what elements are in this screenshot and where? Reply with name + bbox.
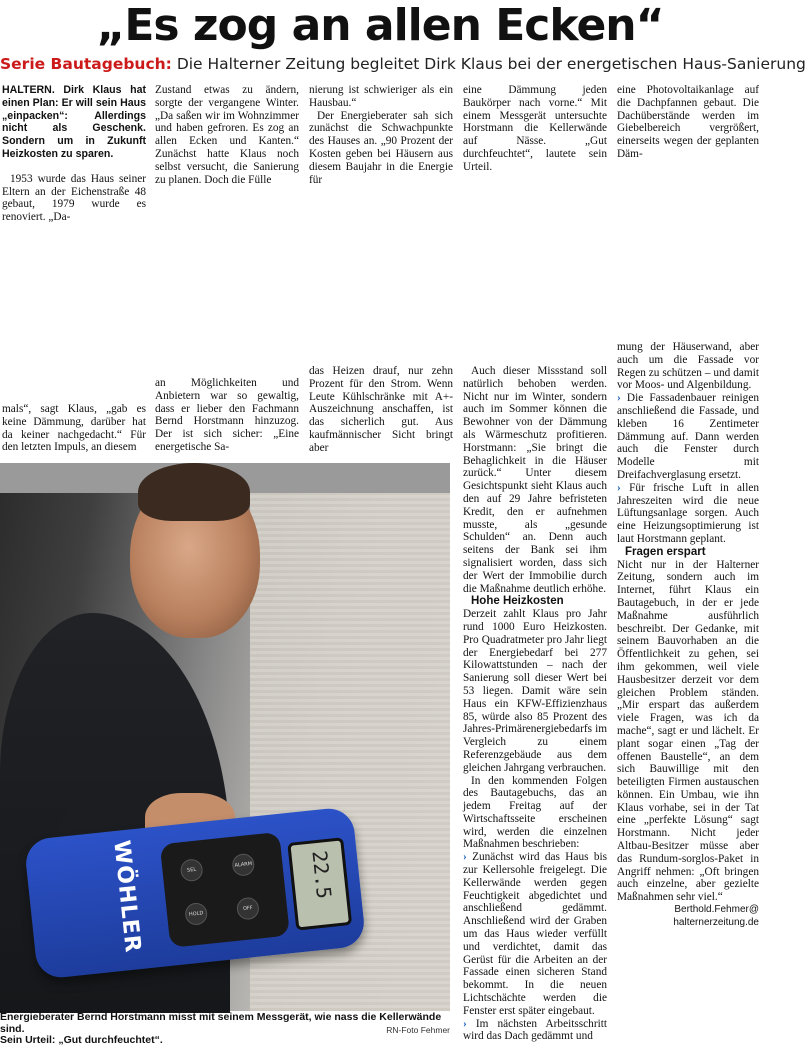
- author-byline: [617, 904, 759, 930]
- column-4-lower: [463, 365, 608, 1043]
- paragraph: Nicht nur in der Halterner Zeitung, sondern auch im Internet, führt Klaus ein Bautagebuch, in der er jede Maßnahme ausführlich beschreibt. Der Gedanke, mit seinem Bauvorhaben an die Öffentlichkeit zu gehen, sei ihm gekommen, weil viele Hausbesitzer derzeit vor dem gleichen Problem ständen. „Mir erspart das außerdem viele Fragen, was ich da mache“, sagt er und lächelt. Er plant sogar einen „Tag der offenen Baustelle“, an dem sich Bauwillige mit den beteiligten Firmen austauschen können. Ein Umbau, wie ihn Klaus vorhabe, sei in der Tat eine „perfekte Lösung“ sagt Horstmann. Nicht jeder Altbau-Besitzer müsse aber das Rundum-sorglos-Paket in Angriff nehmen: „Oft bringen auch einzelne, aber gezielte Maßnahmen sehr viel.“: [617, 558, 759, 904]
- subtitle-text: Die Halterner Zeitung begleitet Dirk Klaus bei der energetischen Haus-Sanierung: [171, 55, 806, 73]
- byline-line-2: halternerzeitung.de: [673, 916, 759, 928]
- device-button-off: OFF: [236, 896, 260, 920]
- headline: „Es zog an allen Ecken“: [96, 0, 664, 51]
- bullet-icon: ›: [463, 851, 467, 864]
- paragraph: Derzeit zahlt Klaus pro Jahr rund 1000 Euro Heizkosten. Pro Quadratmeter pro Jahr liegt der Energiebedarf bei 277 Kilowattstunden – nach der Sanierung soll dieser Wert bei 53 liegen. Damit wäre sein Haus ein KFW-Effizienzhaus 85, würde also 85 Prozent des Jahres-Primärenergiebedarfs im Vergleich zu einem Referenzgebäude aus dem gleichen Jahrgang verbrauchen.: [463, 608, 607, 774]
- bullet-text: Die Fassadenbauer reinigen anschließend die Fassade, und kleben 16 Zentimeter Dämmung auf. Dann werden auch die Fenster durch Modelle mit Dreifachverglasung ersetzt.: [617, 392, 759, 481]
- paragraph: Der Energieberater sah sich zunächst die Schwachpunkte des Hauses an. „90 Prozent der Kosten geben bei Häusern aus diesem Baujahr in die Energie für: [309, 109, 453, 186]
- paragraph: 1953 wurde das Haus seiner Eltern an der Eichenstraße 48 gebaut, 1979 wurde es renoviert. „Da-: [2, 172, 146, 224]
- dateline: HALTERN.: [2, 84, 55, 96]
- bullet-icon: ›: [617, 481, 621, 494]
- bullet-paragraph: [617, 482, 759, 546]
- subhead-heizkosten: Hohe Heizkosten: [471, 595, 564, 608]
- column-5-lower: [617, 341, 759, 1036]
- subhead-fragen-erspart: Fragen erspart: [625, 545, 706, 558]
- device-reading: 22.5: [307, 849, 337, 900]
- column-1-upper: [2, 84, 146, 224]
- byline-line-1: Berthold.Fehmer@: [674, 904, 759, 916]
- bullet-paragraph: [617, 392, 759, 482]
- paragraph: an Möglichkeiten und Anbietern war so gewaltig, dass er lieber den Fachmann Bernd Horstmann hinzuzog. Der ist sich sicher: „Eine energetische Sa-: [155, 377, 299, 453]
- column-4-upper: [463, 84, 607, 214]
- bullet-paragraph: [463, 851, 607, 1017]
- paragraph: mung der Häuserwand, aber auch um die Fassade vor Regen zu schützen – und damit vor Moos- und Algenbildung.: [617, 341, 759, 392]
- device-display: [287, 837, 352, 930]
- paragraph: eine Dämmung jeden Baukörper nach vorne.“ Mit einem Messgerät untersuchte Horstmann die Kellerwände auf Nässe. „Gut durchfeuchtet“, lautete sein Urteil.: [463, 84, 607, 173]
- bullet-paragraph: [463, 1018, 607, 1044]
- paragraph: Zustand etwas zu ändern, sorgte der vergangene Winter. „Da saßen wir im Wohnzimmer und haben gefroren. Es zog an allen Ecken und Kanten.“ Zunächst hatte Klaus noch selbst versucht, die Sanierung zu planen. Doch die Fülle: [155, 84, 299, 186]
- column-3-upper: [309, 84, 453, 214]
- column-5-upper: [617, 84, 759, 214]
- paragraph: mals“, sagt Klaus, „gab es keine Dämmung, darüber hat da keiner nachgedacht.“ Für den letzten Impuls, an diesem: [2, 403, 146, 454]
- device-brand-label: WÖHLER: [108, 838, 146, 955]
- bullet-text: Im nächsten Arbeitsschritt wird das Dach gedämmt und: [463, 1017, 608, 1043]
- lead-text: Dirk Klaus hat einen Plan: Er will sein Haus „einpacken“: Allerdings nicht als Geschenk. Sondern um in Zukunft Heizkosten zu sparen.: [2, 84, 146, 160]
- paragraph: das Heizen drauf, nur zehn Prozent für den Strom. Wenn Leute Kühlschränke mit A+-Auszeichnung anschaffen, ist das sicherlich gut. Aus kaufmännischer Sicht bringt aber: [309, 365, 453, 454]
- person-hair: [138, 463, 250, 521]
- column-3-lower: [309, 365, 453, 459]
- caption-line-2: Sein Urteil: „Gut durchfeuchtet“.: [0, 1034, 163, 1046]
- column-2-lower: [155, 377, 299, 459]
- paragraph: nierung ist schwieriger als ein Hausbau.“: [309, 84, 453, 109]
- bullet-icon: ›: [617, 392, 621, 405]
- paragraph: eine Photovoltaikanlage auf die Dachpfannen gebaut. Die Dachüberstände werden im Giebelbereich vergrößert, einerseits wegen der geplanten Däm-: [617, 84, 759, 160]
- device-button-hold: HOLD: [184, 902, 208, 926]
- caption-line-1: Energieberater Bernd Horstmann misst mit seinem Messgerät, wie nass die Kellerwände sind.: [0, 1011, 442, 1035]
- series-kicker: Serie Bautagebuch:: [0, 55, 172, 73]
- photo-credit: RN-Foto Fehmer: [386, 1024, 450, 1035]
- photo-caption: [0, 1011, 450, 1046]
- article-photo: [0, 463, 450, 1011]
- paragraph: In den kommenden Folgen des Bautagebuchs, das an jedem Freitag auf der Wirtschaftsseite erscheinen wird, werden die einzelnen Maßnahmen beschrieben:: [463, 774, 607, 851]
- bullet-text: Für frische Luft in allen Jahreszeiten wird die neue Lüftungsanlage sorgen. Auch eine Heizungsoptimierung ist laut Horstmann geplant.: [617, 481, 759, 545]
- lead-paragraph: [2, 84, 146, 161]
- device-keypad: [160, 832, 290, 948]
- bullet-icon: ›: [463, 1017, 467, 1030]
- bullet-text: Zunächst wird das Haus bis zur Kellersohle freigelegt. Die Kellerwände werden gegen Feuchtigkeit abgedichtet und anschließend gedämmt. Anschließend wird der Graben um das Haus wieder verfüllt und verdichtet, damit das Gerüst für die Arbeiten an der Fassade einen sicheren Stand bekommt. In die neuen Lichtschächte werden die Fenster erst später eingebaut.: [463, 851, 608, 1017]
- subtitle: [0, 52, 806, 76]
- column-1-lower: [2, 403, 146, 459]
- device-button-alarm: ALARM: [231, 853, 255, 877]
- paragraph: Auch dieser Missstand soll natürlich behoben werden. Nicht nur im Winter, sondern auch im Sommer können die Bewohner von der Dämmung als Wärmeschutz profitieren. Horstmann: „Sie bringt die Behaglichkeit in die Häuser zurück.“ Unter diesem Gesichtspunkt sieht Klaus auch den auf 29 Jahre befristeten Kredit, den er aufnehmen musste, als „gesunde Schulden“ an. Denn auch seitens der Bank sei ihm signalisiert worden, dass sich der Wert der Immobilie durch die Maßnahme deutlich erhöhe.: [463, 365, 607, 595]
- device-button-sel: SEL: [180, 858, 204, 882]
- column-2-upper: [155, 84, 299, 214]
